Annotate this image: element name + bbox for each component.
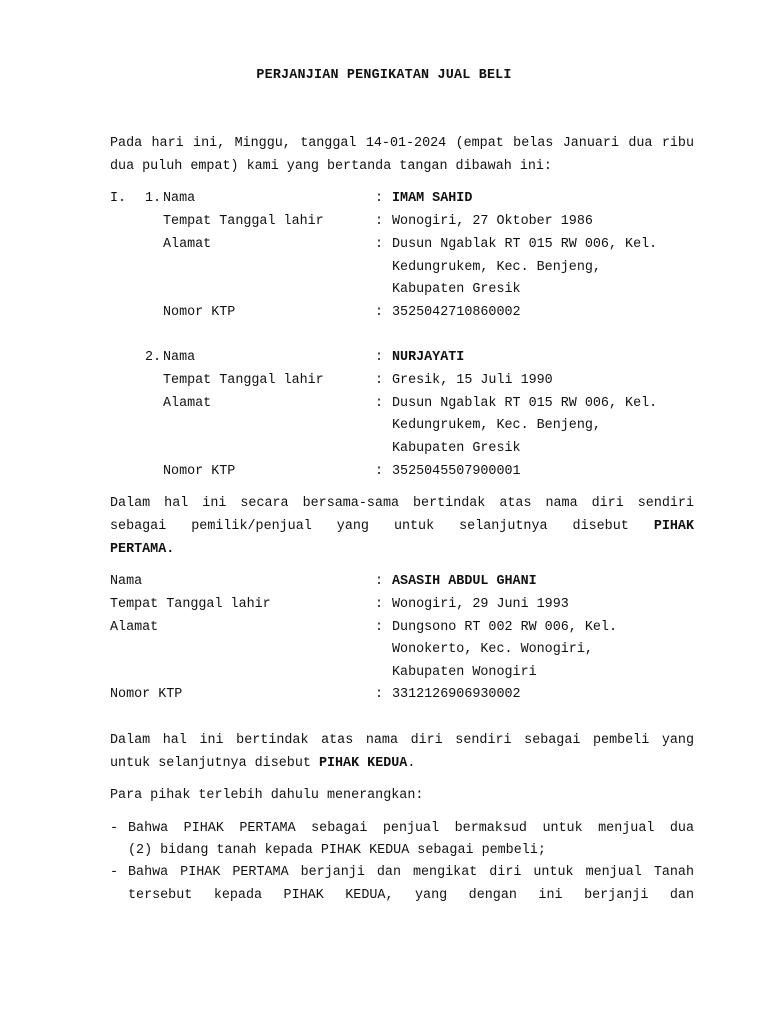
buyer-ttl: Wonogiri, 29 Juni 1993 (392, 597, 569, 612)
seller2-ktp-row (0, 460, 768, 483)
seller2-number: 2. (145, 350, 162, 365)
buyer-address-row (0, 661, 768, 684)
address-label: Alamat (110, 620, 159, 635)
buyer-address-line: Kabupaten Wonogiri (392, 665, 537, 680)
seller1-ttl-row (0, 210, 768, 233)
bullet-line: (2) bidang tanah kepada PIHAK KEDUA sebagai pembeli; (128, 843, 546, 858)
buyer-address-row (0, 638, 768, 661)
party1-paragraph-line: Dalam hal ini secara bersama-sama bertindak atas nama diri sendiri (110, 496, 694, 511)
ktp-label: Nomor KTP (163, 305, 236, 320)
seller2-ttl-row (0, 369, 768, 392)
ttl-label: Tempat Tanggal lahir (110, 597, 271, 612)
name-label: Nama (163, 191, 196, 206)
seller1-address-row (0, 233, 768, 256)
seller1-address-row (0, 278, 768, 301)
buyer-name: ASASIH ABDUL GHANI (392, 574, 537, 589)
seller2-ttl: Gresik, 15 Juli 1990 (392, 373, 553, 388)
seller1-ktp-row (0, 301, 768, 324)
buyer-address-line: Wonokerto, Kec. Wonogiri, (392, 642, 593, 657)
bullet-dash: - (110, 865, 119, 880)
party2-paragraph-line (110, 752, 694, 775)
seller2-address-row (0, 392, 768, 415)
seller1-address-line: Dusun Ngablak RT 015 RW 006, Kel. (392, 237, 658, 252)
seller1-name: IMAM SAHID (392, 191, 473, 206)
bullet-dash: - (110, 821, 119, 836)
seller2-ktp: 3525045507900001 (392, 464, 521, 479)
colon: : (375, 350, 384, 365)
party1-text: sebagai pemilik/penjual yang untuk selanjutnya disebut (110, 519, 629, 534)
section-roman: I. (110, 191, 127, 206)
address-label: Alamat (163, 237, 212, 252)
buyer-name-row (0, 570, 768, 593)
bullet-continuation (110, 884, 694, 907)
period: . (166, 542, 175, 557)
seller1-ktp: 3525042710860002 (392, 305, 521, 320)
colon: : (375, 597, 384, 612)
seller2-address-line: Kabupaten Gresik (392, 441, 521, 456)
party2-paragraph-line: Dalam hal ini bertindak atas nama diri sendiri sebagai pembeli yang (110, 733, 694, 748)
ttl-label: Tempat Tanggal lahir (163, 214, 324, 229)
colon: : (375, 464, 384, 479)
seller1-address-row (0, 256, 768, 279)
buyer-ktp-row (0, 683, 768, 706)
colon: : (375, 574, 384, 589)
name-label: Nama (163, 350, 196, 365)
bullet-line: Bahwa PIHAK PERTAMA berjanji dan mengikat diri untuk menjual Tanah (128, 865, 694, 880)
period: . (407, 756, 416, 771)
colon: : (375, 396, 384, 411)
bullet-line: Bahwa PIHAK PERTAMA sebagai penjual bermaksud untuk menjual dua (128, 821, 694, 836)
party2-text: untuk selanjutnya disebut (110, 756, 311, 771)
party1-paragraph-line (110, 515, 694, 538)
ktp-label: Nomor KTP (110, 687, 183, 702)
seller2-name: NURJAYATI (392, 350, 465, 365)
preamble: Para pihak terlebih dahulu menerangkan: (110, 788, 424, 803)
colon: : (375, 191, 384, 206)
document-title: PERJANJIAN PENGIKATAN JUAL BELI (256, 68, 512, 83)
bullet-item (110, 861, 694, 884)
colon: : (375, 687, 384, 702)
bullet-line: tersebut kepada PIHAK KEDUA, yang dengan ini berjanji dan (128, 888, 694, 903)
colon: : (375, 305, 384, 320)
seller2-address-row (0, 437, 768, 460)
ttl-label: Tempat Tanggal lahir (163, 373, 324, 388)
bullet-item (110, 817, 694, 840)
ktp-label: Nomor KTP (163, 464, 236, 479)
buyer-address-line: Dungsono RT 002 RW 006, Kel. (392, 620, 617, 635)
pihak-label: PIHAK (653, 519, 694, 534)
pertama-label: PERTAMA (110, 542, 167, 557)
seller2-address-row (0, 414, 768, 437)
bullet-continuation (110, 839, 694, 862)
seller1-address-line: Kedungrukem, Kec. Benjeng, (392, 260, 601, 275)
intro-paragraph: Pada hari ini, Minggu, tanggal 14-01-2024 (empat belas Januari dua ribu dua puluh empat) kami yang bertanda tangan dibawah ini: (110, 136, 694, 174)
colon: : (375, 373, 384, 388)
buyer-address-row (0, 616, 768, 639)
pihak-kedua-label: PIHAK KEDUA (318, 756, 408, 771)
colon: : (375, 237, 384, 252)
buyer-ttl-row (0, 593, 768, 616)
colon: : (375, 620, 384, 635)
party1-paragraph-line (110, 538, 694, 561)
seller2-address-line: Kedungrukem, Kec. Benjeng, (392, 418, 601, 433)
buyer-ktp: 3312126906930002 (392, 687, 521, 702)
seller1-name-row (0, 187, 768, 210)
name-label: Nama (110, 574, 143, 589)
seller1-ttl: Wonogiri, 27 Oktober 1986 (392, 214, 593, 229)
seller2-address-line: Dusun Ngablak RT 015 RW 006, Kel. (392, 396, 658, 411)
seller2-name-row (0, 346, 768, 369)
address-label: Alamat (163, 396, 212, 411)
seller1-number: 1. (145, 191, 162, 206)
seller1-address-line: Kabupaten Gresik (392, 282, 521, 297)
colon: : (375, 214, 384, 229)
